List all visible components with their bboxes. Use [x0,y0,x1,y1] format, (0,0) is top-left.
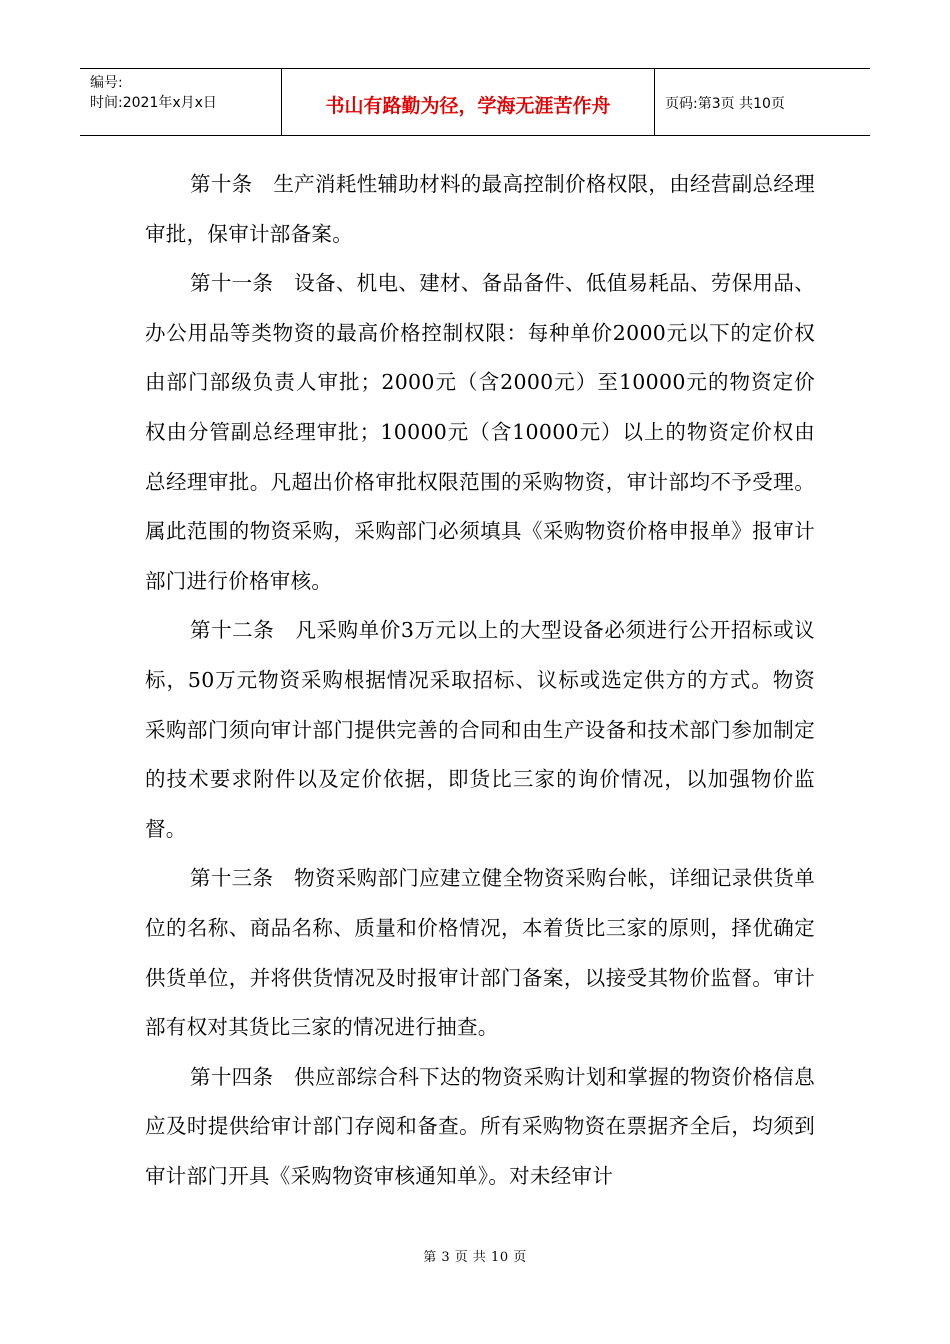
article-10-paragraph: 第十条 生产消耗性辅助材料的最高控制价格权限，由经营副总经理审批，保审计部备案。 [145,172,815,246]
article-12-paragraph: 第十二条 凡采购单价3万元以上的大型设备必须进行公开招标或议标，50万元物资采购根据情况采取招标、议标或选定供方的方式。物资采购部门须向审计部门提供完善的合同和由生产设备和技术部门参加制定的技术要求附件以及定价依据，即货比三家的询价情况，以加强物价监督。 [145,618,815,841]
article-14-paragraph: 第十四条 供应部综合科下达的物资采购计划和掌握的物资价格信息应及时提供给审计部门存阅和备查。所有采购物资在票据齐全后，均须到审计部门开具《采购物资审核通知单》。对未经审计 [145,1064,815,1188]
article-13-paragraph: 第十三条 物资采购部门应建立健全物资采购台帐，详细记录供货单位的名称、商品名称、质量和价格情况，本着货比三家的原则，择优确定供货单位，并将供货情况及时报审计部门备案，以接受其物价监督。审计部有权对其货比三家的情况进行抽查。 [145,866,815,1040]
document-time-label: 时间:2021年x月x日 [90,95,217,111]
header-motto: 书山有路勤为径，学海无涯苦作舟 [282,69,655,135]
header-meta [80,69,282,135]
document-body [145,160,815,1201]
page-footer: 第 3 页 共 10 页 [423,1250,527,1265]
document-header [80,68,870,136]
document-number-label: 编号: [90,75,123,91]
article-11-paragraph: 第十一条 设备、机电、建材、备品备件、低值易耗品、劳保用品、办公用品等类物资的最高价格控制权限：每种单价2000元以下的定价权由部门部级负责人审批；2000元（含2000元）至10000元的物资定价权由分管副总经理审批；10000元（含10000元）以上的物资定价权由总经理审批。凡超出价格审批权限范围的采购物资，审计部均不予受理。属此范围的物资采购，采购部门必须填具《采购物资价格申报单》报审计部门进行价格审核。 [145,271,815,593]
header-page-code: 页码:第3页 共10页 [665,96,785,112]
